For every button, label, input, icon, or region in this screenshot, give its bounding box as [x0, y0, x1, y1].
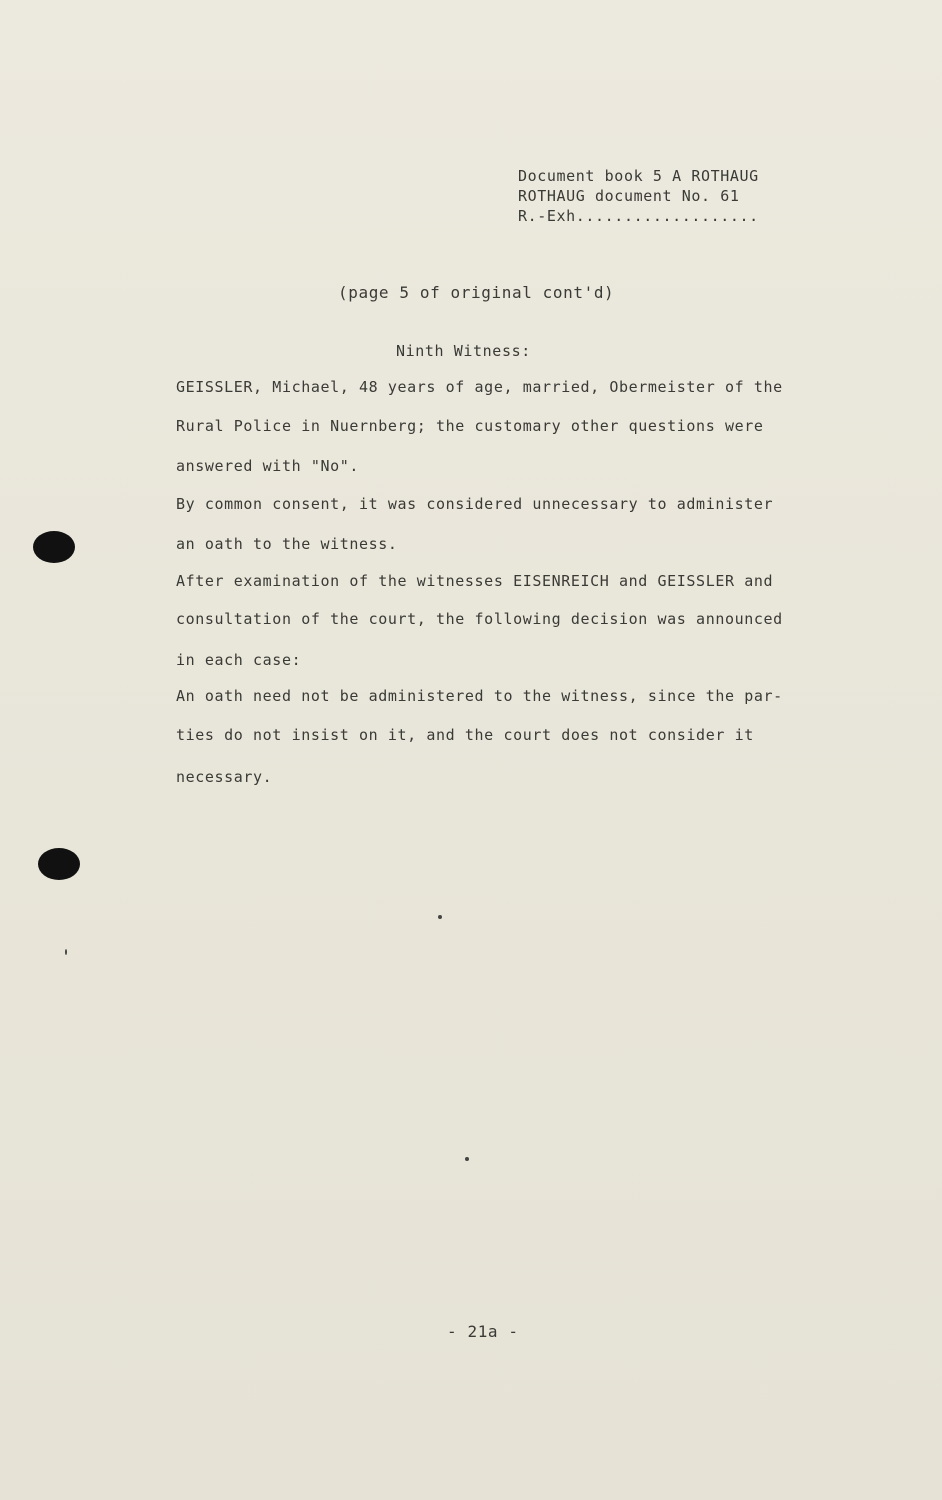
body-line: By common consent, it was considered unnecessary to administer	[176, 495, 774, 513]
body-line: consultation of the court, the following decision was announced	[176, 610, 783, 628]
paper-speck	[438, 915, 442, 919]
body-line: An oath need not be administered to the witness, since the par-	[176, 687, 783, 705]
section-heading: Ninth Witness:	[396, 342, 531, 360]
body-line: ties do not insist on it, and the court does not consider it	[176, 726, 754, 744]
page-continuation-note: (page 5 of original cont'd)	[338, 283, 615, 302]
body-line: GEISSLER, Michael, 48 years of age, married, Obermeister of the	[176, 378, 783, 396]
body-line: After examination of the witnesses EISENREICH and GEISSLER and	[176, 572, 774, 590]
body-line: necessary.	[176, 768, 273, 786]
punch-hole-top	[33, 531, 75, 563]
body-line: in each case:	[176, 651, 302, 669]
paper-speck	[465, 1157, 469, 1161]
header-document-book: Document book 5 A ROTHAUG	[518, 167, 759, 185]
body-line: an oath to the witness.	[176, 535, 398, 553]
paper-speck	[65, 949, 67, 955]
punch-hole-bottom	[38, 848, 80, 880]
header-exhibit: R.-Exh...................	[518, 207, 759, 225]
body-line: answered with "No".	[176, 457, 359, 475]
document-header	[518, 166, 759, 226]
body-line: Rural Police in Nuernberg; the customary other questions were	[176, 417, 764, 435]
header-document-number: ROTHAUG document No. 61	[518, 187, 740, 205]
page-number: - 21a -	[447, 1322, 519, 1341]
